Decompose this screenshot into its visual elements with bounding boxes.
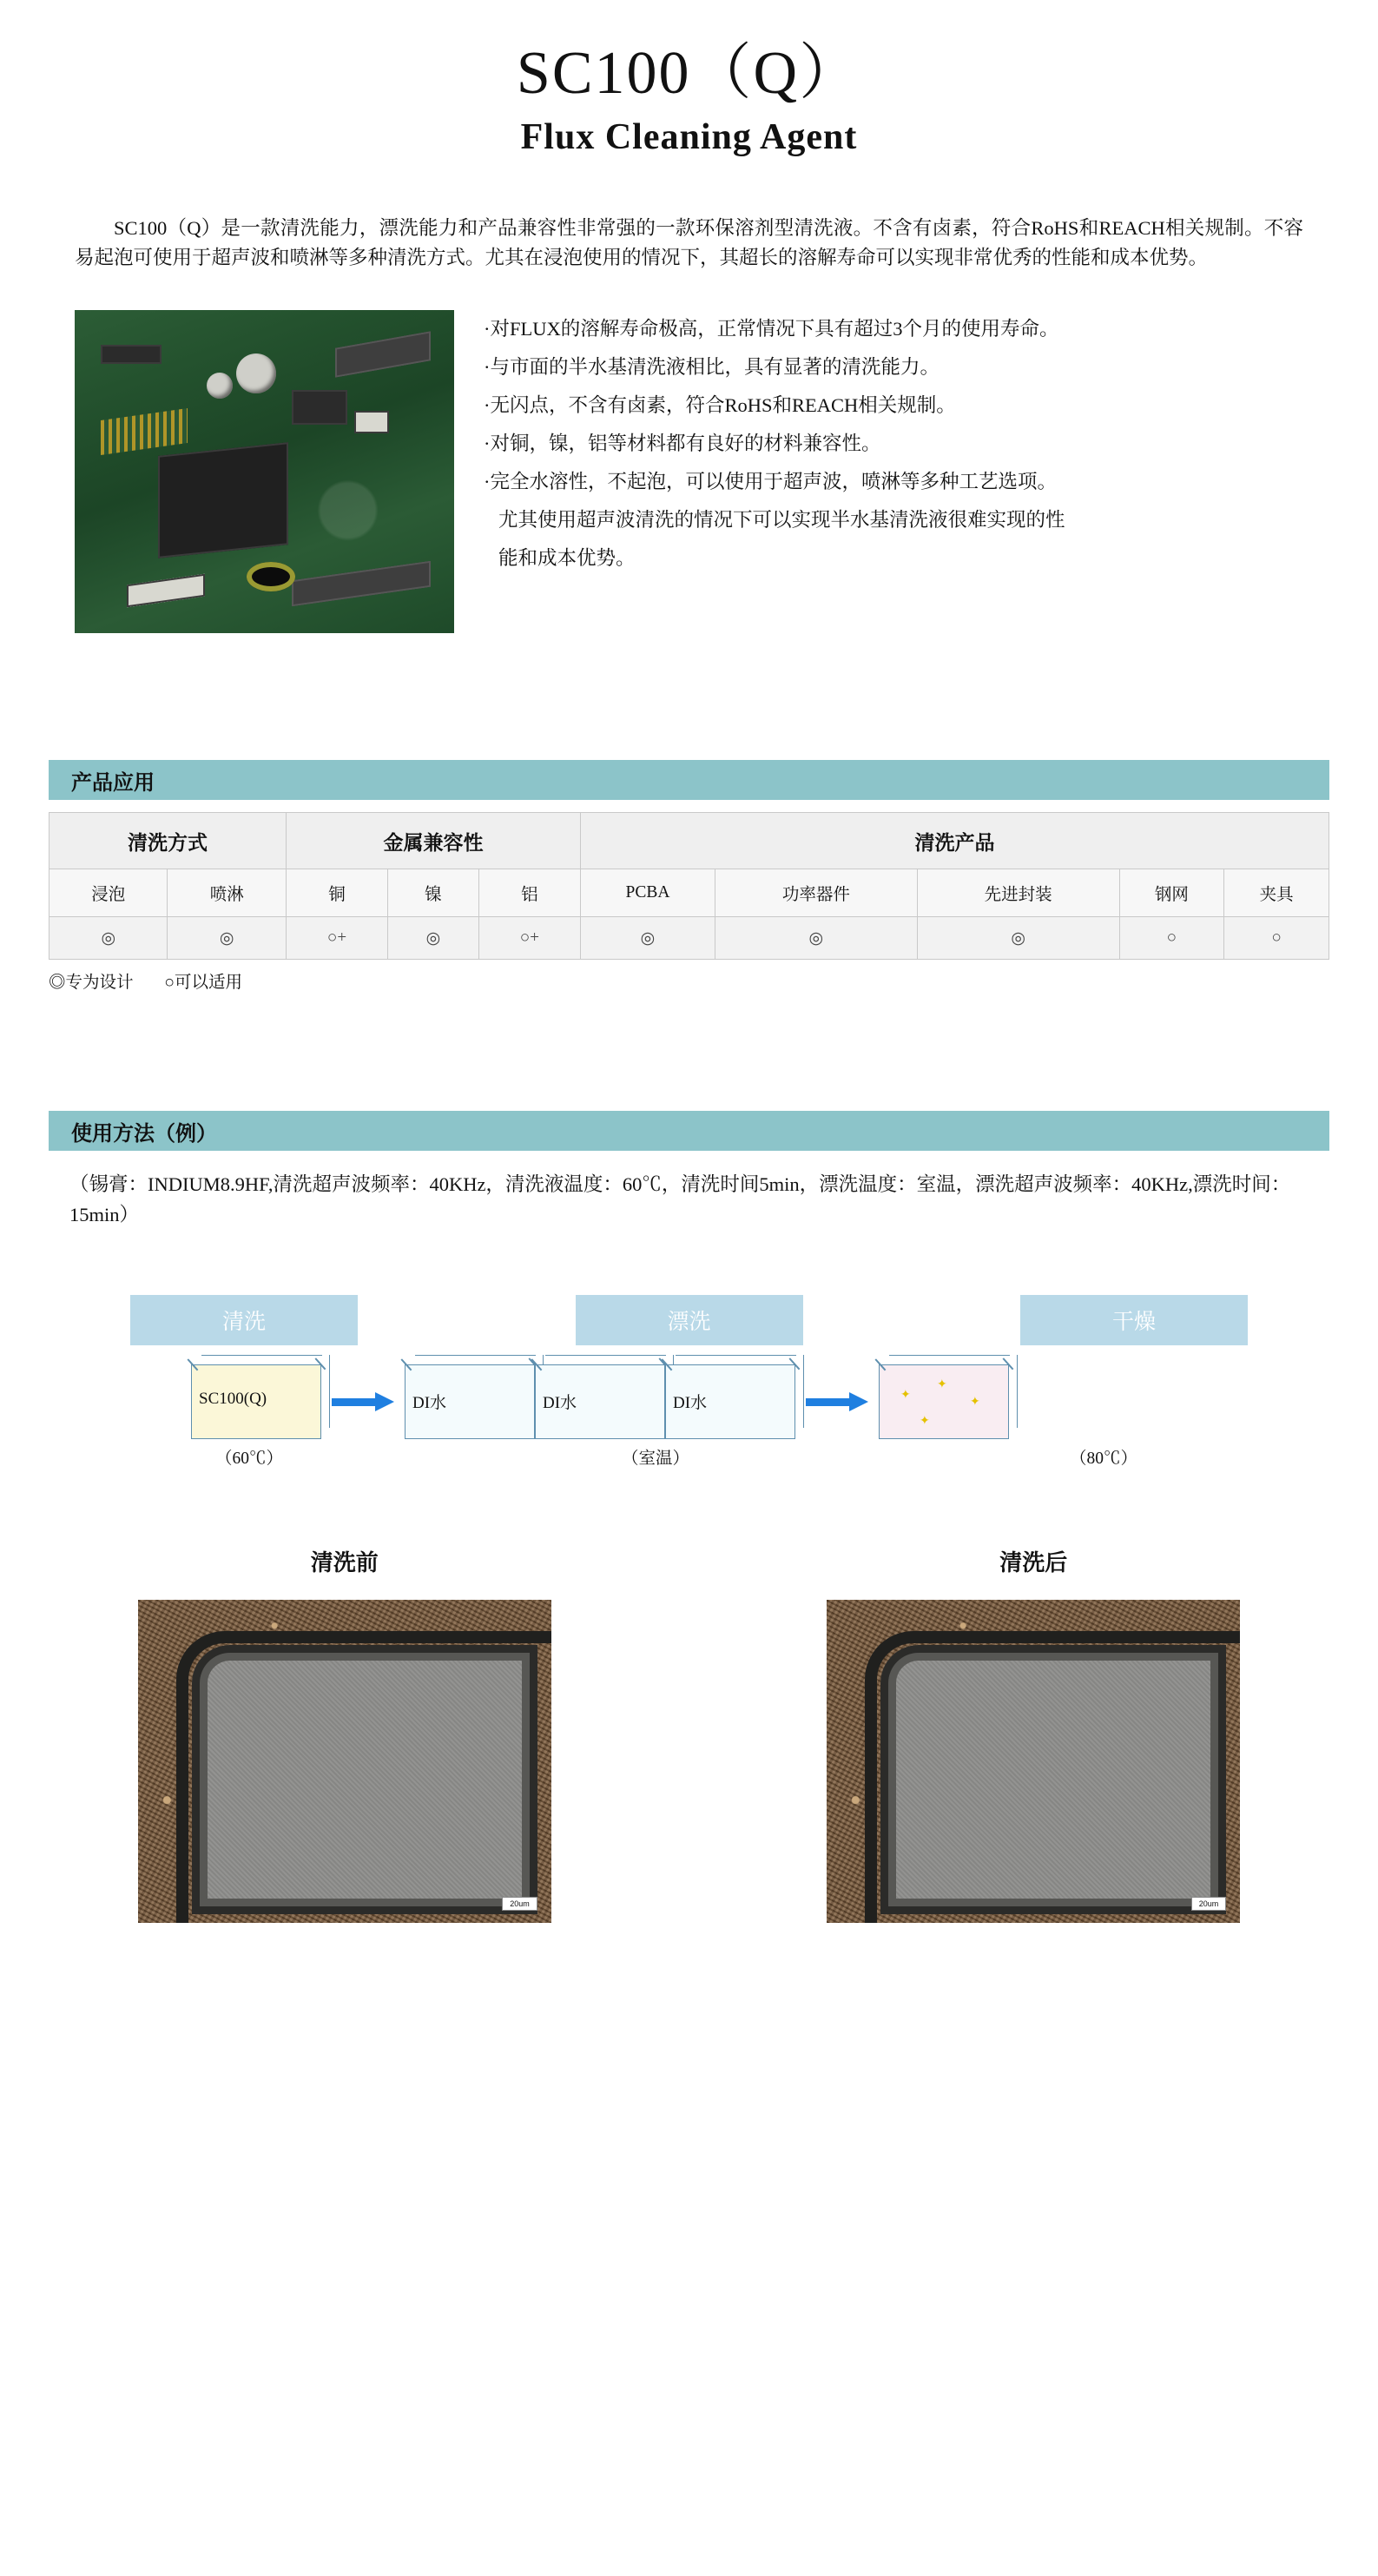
tank-rinse-3 <box>665 1364 795 1439</box>
table-column-header: 铜 <box>286 869 387 917</box>
table-cell-mark: ◎ <box>580 917 715 960</box>
table-group-header: 清洗产品 <box>580 813 1329 869</box>
table-cell-mark: ○ <box>1224 917 1329 960</box>
scale-bar-label: 20um <box>502 1897 537 1911</box>
list-item: ·完全水溶性，不起泡，可以使用于超声波，喷淋等多种工艺选项。 <box>484 470 1057 492</box>
table-row <box>49 917 1329 960</box>
section-title-usage: 使用方法（例） <box>71 1122 217 1146</box>
page-title: SC100（Q） <box>516 40 862 107</box>
section-band-application <box>49 760 1329 800</box>
table-cell-mark: ◎ <box>917 917 1119 960</box>
arrow-icon <box>332 1392 394 1411</box>
process-stage-labels <box>0 1295 1378 1345</box>
table-legend <box>49 968 1329 993</box>
table-column-header: 浸泡 <box>49 869 168 917</box>
table-column-header: 喷淋 <box>168 869 286 917</box>
table-column-header: 夹具 <box>1224 869 1329 917</box>
micrograph-after <box>827 1600 1240 1923</box>
table-column-header: 先进封装 <box>917 869 1119 917</box>
caption-clean-temp: （60℃） <box>215 1450 284 1468</box>
feature-section <box>75 310 1303 633</box>
tank-rinse-2 <box>535 1364 665 1439</box>
table-column-header: 镍 <box>388 869 479 917</box>
table-row-column-headers <box>49 869 1329 917</box>
tank-rinse-1 <box>405 1364 535 1439</box>
tank-label: SC100(Q) <box>199 1390 267 1408</box>
table-cell-mark: ○+ <box>478 917 580 960</box>
caption-rinse-temp: （室温） <box>622 1450 690 1468</box>
process-tanks <box>0 1345 1378 1439</box>
document-header <box>0 0 1378 158</box>
comparison-titles <box>0 1545 1378 1577</box>
table-cell-mark: ◎ <box>388 917 479 960</box>
page-subtitle: Flux Cleaning Agent <box>520 116 858 157</box>
tank-clean <box>191 1364 321 1439</box>
list-item: ·与市面的半水基清洗液相比，具有显著的清洗能力。 <box>484 356 940 379</box>
comparison-cell-before <box>0 1600 689 1923</box>
process-captions <box>0 1444 1378 1474</box>
comparison-cell-after <box>689 1600 1378 1923</box>
section-title-application: 产品应用 <box>71 771 155 795</box>
comparison-images <box>0 1600 1378 1992</box>
table-group-header: 清洗方式 <box>49 813 287 869</box>
tank-label: DI水 <box>543 1394 577 1412</box>
tank-dry: ✦ ✦ ✦ ✦ <box>879 1364 1009 1439</box>
stage-label-rinse: 漂洗 <box>576 1295 803 1345</box>
table-cell-mark: ○ <box>1119 917 1224 960</box>
tank-label: DI水 <box>412 1394 447 1412</box>
table-group-header: 金属兼容性 <box>286 813 580 869</box>
micrograph-before <box>138 1600 551 1923</box>
application-table <box>49 812 1329 960</box>
comparison-title-after: 清洗后 <box>999 1550 1068 1575</box>
list-item: ·对铜，镍，铝等材料都有良好的材料兼容性。 <box>484 432 881 454</box>
stage-label-dry: 干燥 <box>1020 1295 1248 1345</box>
table-cell-mark: ◎ <box>49 917 168 960</box>
list-item: ·对FLUX的溶解寿命极高，正常情况下具有超过3个月的使用寿命。 <box>484 318 1059 340</box>
usage-conditions-text: （锡膏：INDIUM8.9HF,清洗超声波频率：40KHz，清洗液温度：60℃，清洗时间5min，漂洗温度：室温，漂洗超声波频率：40KHz,漂洗时间：15min） <box>69 1173 1291 1226</box>
table-column-header: 钢网 <box>1119 869 1224 917</box>
arrow-icon <box>806 1392 868 1411</box>
table-cell-mark: ◎ <box>715 917 917 960</box>
intro-paragraph: SC100（Q）是一款清洗能力，漂洗能力和产品兼容性非常强的一款环保溶剂型清洗液。不含有卤素，符合RoHS和REACH相关规制。不容易起泡可使用于超声波和喷淋等多种清洗方式。尤其在浸泡使用的情况下，其超长的溶解寿命可以实现非常优秀的性能和成本优势。 <box>75 216 1303 269</box>
table-cell-mark: ◎ <box>168 917 286 960</box>
legend-designed: ◎专为设计 <box>49 974 134 993</box>
pcb-photo <box>75 310 454 633</box>
caption-dry-temp: （80℃） <box>1070 1450 1138 1468</box>
process-diagram <box>0 1295 1378 1495</box>
table-column-header: PCBA <box>580 869 715 917</box>
feature-bullet-list <box>484 310 1065 577</box>
section-band-usage <box>49 1111 1329 1151</box>
table-column-header: 功率器件 <box>715 869 917 917</box>
comparison-title-before: 清洗前 <box>310 1550 379 1575</box>
list-item: ·无闪点，不含有卤素，符合RoHS和REACH相关规制。 <box>484 394 956 416</box>
list-item-continuation: 尤其使用超声波清洗的情况下可以实现半水基清洗液很难实现的性 <box>498 508 1065 531</box>
list-item-continuation: 能和成本优势。 <box>498 546 636 569</box>
scale-bar-label: 20um <box>1191 1897 1227 1911</box>
table-row-group-headers <box>49 813 1329 869</box>
tank-label: DI水 <box>673 1394 708 1412</box>
stage-label-clean: 清洗 <box>130 1295 358 1345</box>
table-column-header: 铝 <box>478 869 580 917</box>
legend-suitable: ○可以适用 <box>164 974 243 993</box>
table-cell-mark: ○+ <box>286 917 387 960</box>
